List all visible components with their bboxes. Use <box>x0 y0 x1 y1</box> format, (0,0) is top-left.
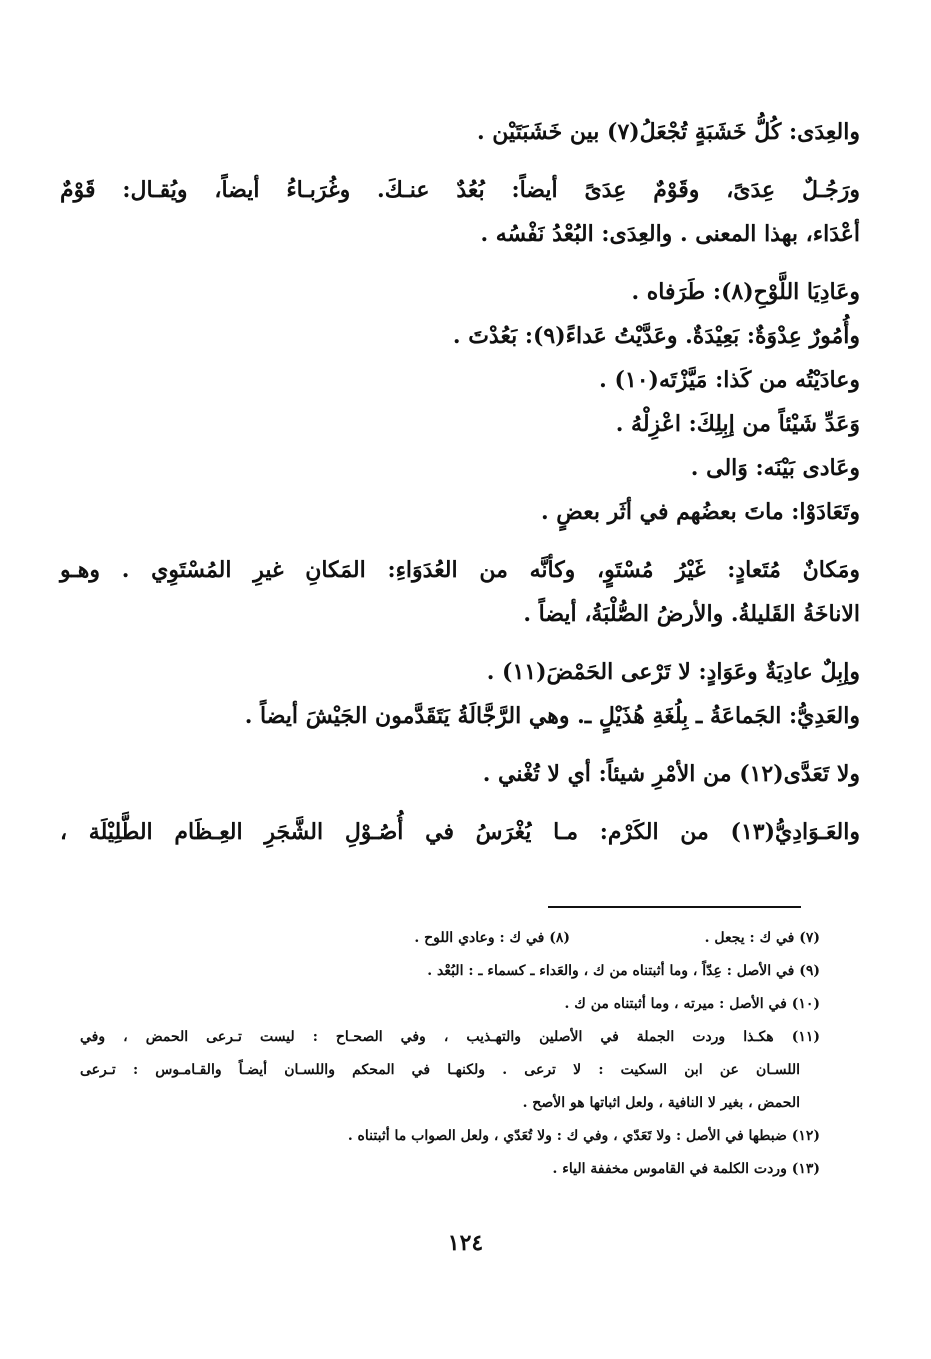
text-line: والعَـوَادِيُّ(١٣) من الكَرْم: مـا يُغْرَسُ في أُصُـوْلِ الشَّجَرِ العِـظَام الطَّلِيْلَة ، <box>60 819 860 845</box>
footnote-13: (١٣) وردت الكلمة في القاموس مخففة الياء . <box>552 1161 820 1177</box>
footnote-10: (١٠) في الأصل : ميرته ، وما أثبتناه من ك . <box>564 996 820 1012</box>
footnote-8: (٨) في ك : وعادي اللوح . <box>414 930 570 946</box>
text-line: والعِدَى: كُلُّ خَشَبَةٍ تُجْعَلُ(٧) بين خَشَبَتَيْن . <box>476 119 860 145</box>
text-line: ولا تَعَدَّى(١٢) من الأمْرِ شيئاً: أي لا تُغْني . <box>482 761 860 787</box>
text-line: ورَجُـلٌ عِدَىً، وقَوْمٌ عِدَىً أيضاً: بُعُدٌ عنـكَ. وغُرَبـاءُ أيضاً، ويُقـال: قَوْمٌ <box>60 177 860 203</box>
text-line: وإبِلٌ عادِيَةٌ وعَوَادٍ: لا تَرْعى الحَمْضَ(١١) . <box>486 659 860 685</box>
text-line: والعَدِيُّ: الجَماعَةُ ـ بِلُغَةِ هُذَيْلٍ ـ. وهي الرَّجَّالَةُ يَتَقَدَّمون الجَيْشَ أيضاً . <box>244 703 860 729</box>
footnote-11-continued: الحمض ، بغير لا النافية ، ولعل اثباتها هو الأصح . <box>522 1095 800 1111</box>
footnote-9: (٩) في الأصل : عِدّاً ، وما أثبتناه من ك ، والعَداء ـ كسماء ـ : البُعْد . <box>427 963 820 979</box>
page-number: ١٢٤ <box>447 1230 484 1256</box>
footnote-11: (١١) هكـذا وردت الجملة في الأصلين والتهـذيب ، وفي الصحـاح : ليست تـرعى الحمض ، وفي <box>80 1029 820 1045</box>
footnote-12: (١٢) ضبطها في الأصل : ولا تَعَدّي ، وفي ك : ولا تُعَدّي ، ولعل الصواب ما أثبتناه . <box>347 1128 820 1144</box>
footnote-separator <box>548 906 801 908</box>
text-line: وَعَدِّ شَيْئاً من إبِلِكَ: اعْزِلْهُ . <box>615 411 860 437</box>
text-line: وأُمُورٌ عِدْوَةٌ: بَعِيْدَةٌ. وعَدَّيْتُ عَداءً(٩): بَعُدْتَ . <box>452 323 860 349</box>
text-line: وعَادِيَا اللَّوْحِ(٨): طَرَفاه . <box>631 279 860 305</box>
footnote-11-continued: اللسـان عن ابن السكيت : لا ترعى . ولكنهـا في المحكم واللسـان أيضـاً والقـامـوس : تـرعى <box>80 1062 800 1078</box>
main-text <box>60 110 860 854</box>
text-line: الاناخَةُ القَليلةُ. والأرضُ الصُّلْبَةُ، أيضاً . <box>523 601 860 627</box>
footnotes <box>80 922 820 1186</box>
text-line: ومَكانٌ مُتَعادٍ: غَيْرُ مُسْتَوٍ، وكأنَّه من العُدَوَاءِ: المَكانِ غيرِ المُسْتَوِي . وهـو <box>60 557 860 583</box>
footnote-7: (٧) في ك : يجعل . <box>704 930 820 946</box>
text-line: أعْدَاء، بهذا المعنى . والعِدَى: البُعْدُ نَفْسُه . <box>480 221 860 247</box>
text-line: وتَعَادَوْا: ماتَ بعضُهم في أثَر بعضٍ . <box>540 499 860 525</box>
footnote-row <box>80 922 820 955</box>
text-line: وعادَيْتُه من كَذا: مَيَّزْتَه(١٠) . <box>599 367 860 393</box>
text-line: وعَادى بَيْنَه: وَالى . <box>690 455 860 481</box>
